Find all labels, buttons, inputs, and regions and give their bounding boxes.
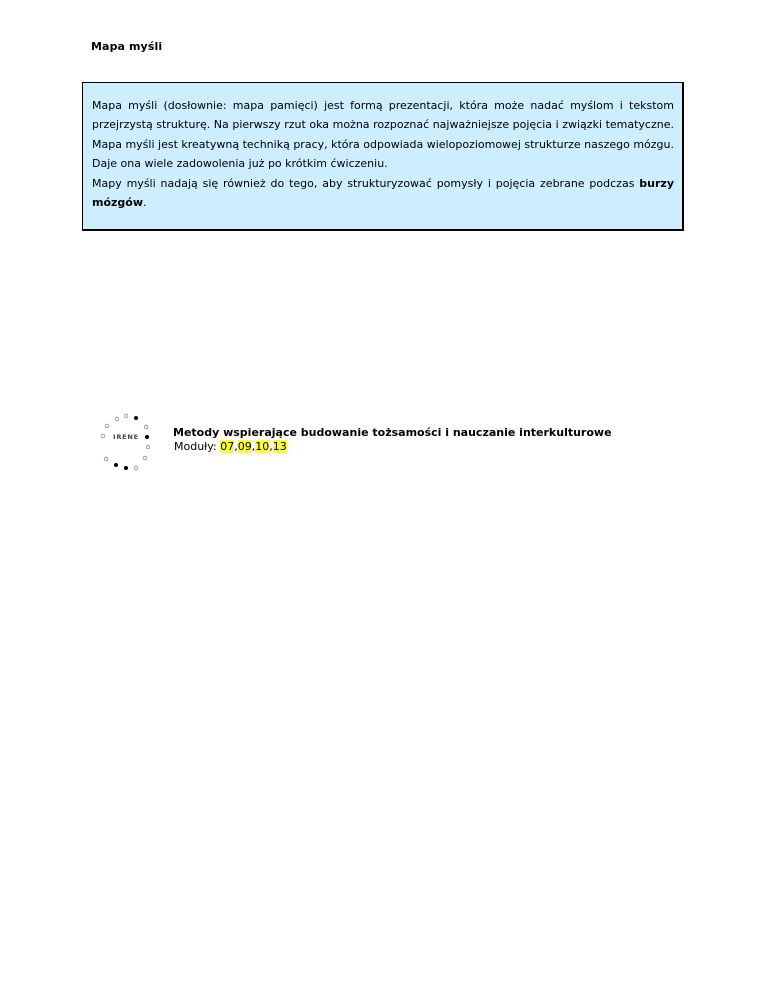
module-separator: , — [269, 440, 273, 453]
brainstorm-term: burzy mózgów — [92, 176, 674, 210]
info-paragraph-1: Mapa myśli (dosłownie: mapa pamięci) jest formą prezentacji, która może nadać myślom i tekstom przejrzystą strukturę. Na pierwszy rzut oka można rozpoznać najważniejsze pojęcia i związki tematyczne. Mapa myśli jest kreatywną techniką pracy, która odpowiada wielopoziomowej strukturze naszego mózgu. Daje ona wiele zadowolenia już po krótkim ćwiczeniu. — [92, 99, 674, 171]
footer-modules — [174, 440, 612, 454]
footer-title: Metody wspierające budowanie tożsamości i nauczanie interkulturowe — [173, 426, 612, 439]
footer — [100, 412, 660, 482]
modules-label: Moduły: — [174, 440, 221, 453]
info-paragraph-2 — [92, 174, 674, 213]
logo-text: IRENE — [113, 433, 139, 441]
page-heading: Mapa myśli — [91, 40, 163, 53]
module-13: 13 — [272, 440, 287, 453]
module-separator: , — [234, 440, 238, 453]
module-10: 10 — [255, 440, 270, 453]
info-paragraph-2-text: Mapy myśli nadają się również do tego, aby strukturyzować pomysły i pojęcia zebrane podczas — [92, 176, 640, 190]
logo-dots-filled — [114, 416, 149, 470]
footer-text — [173, 426, 612, 454]
logo-dots — [101, 414, 150, 470]
info-box — [82, 82, 684, 231]
module-09: 09 — [237, 440, 252, 453]
info-paragraph-2-end: . — [143, 196, 147, 210]
irene-logo — [100, 412, 154, 482]
module-separator: , — [251, 440, 256, 453]
module-07: 07 — [220, 440, 235, 453]
